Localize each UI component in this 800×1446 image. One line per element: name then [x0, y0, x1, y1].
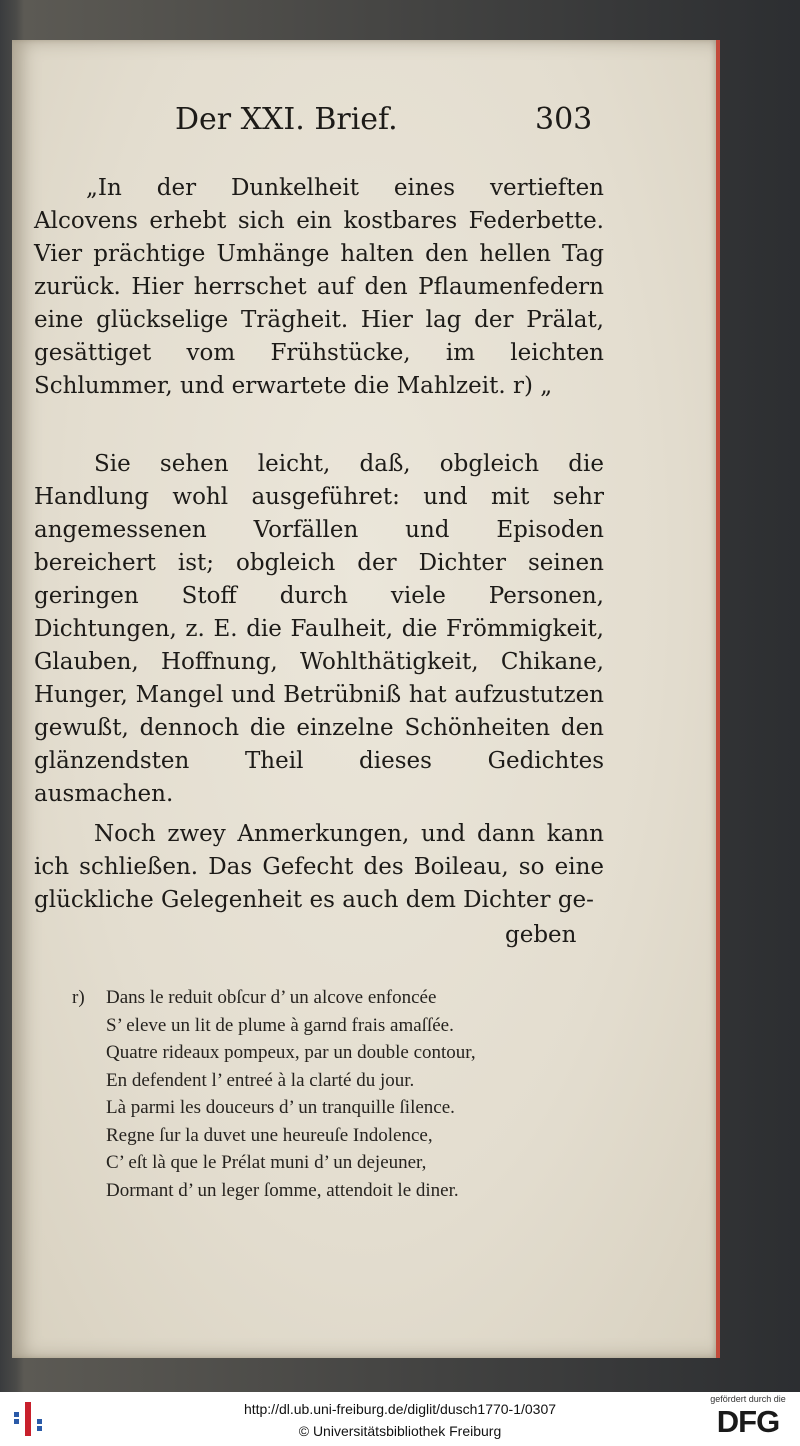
footnote-line — [72, 1012, 632, 1040]
paragraph-quote: „In der Dunkelheit eines vertieften Alcovens erhebt sich ein kostbares Federbette. Vier prächtige Umhänge halten den hellen Tag zurück. Hier herrschet auf den Pflaumenfedern eine glückselige Trägheit. Hier lag der Prälat, gesättiget vom Frühstücke, im leichten Schlummer, und erwartete die Mahlzeit. r) „ — [34, 175, 604, 399]
footnote-text: Là parmi les douceurs d’ un tranquille ſilence. — [106, 1097, 455, 1118]
copyright-notice: © Universitätsbibliothek Freiburg — [298, 1423, 502, 1439]
paragraph-analysis: Sie sehen leicht, daß, obgleich die Handlung wohl ausgeführet: und mit sehr angemessenen Vorfällen und Episoden bereichert ist; obgleich der Dichter seinen geringen Stoff durch viele Personen, Dichtungen, z. E. die Faulheit, die Frömmigkeit, Glauben, Hoffnung, Wohlthätigkeit, Chikane, Hunger, Mangel und Betrübniß hat aufzustutzen gewußt, dennoch die einzelne Schönheiten den glänzendsten Theil dieses Gedichtes ausmachen. — [34, 451, 604, 807]
footnote-line — [72, 1039, 632, 1067]
catchword: geben — [505, 922, 577, 948]
footnote-text: Dans le reduit obſcur d’ un alcove enfoncée — [106, 987, 437, 1008]
footnote-line — [72, 1149, 632, 1177]
paragraph-remarks: Noch zwey Anmerkungen, und dann kann ich schließen. Das Gefecht des Boileau, so eine glückliche Gelegenheit es auch dem Dichter ge- — [34, 821, 604, 913]
sponsor-note: gefördert durch die — [710, 1394, 786, 1404]
dfg-sponsor — [700, 1394, 796, 1444]
permalink-url[interactable]: http://dl.ub.uni-freiburg.de/diglit/dusch1770-1/0307 — [243, 1401, 557, 1417]
header-title: Der XXI. Brief. — [175, 102, 398, 137]
footnote — [72, 984, 632, 1204]
footnote-text: Dormant d’ un leger ſomme, attendoit le diner. — [106, 1179, 459, 1201]
footnote-text: Regne ſur la duvet une heureuſe Indolence, — [106, 1124, 433, 1146]
page-number: 303 — [535, 102, 593, 137]
footer-bar — [0, 1392, 800, 1446]
page-edge-red — [716, 40, 720, 1358]
footnote-text: En defendent l’ entreé à la clarté du jour. — [106, 1069, 415, 1091]
dfg-logo: DFG — [716, 1404, 780, 1439]
footnote-line — [72, 1067, 632, 1095]
footnote-text: S’ eleve un lit de plume à garnd frais amaſſée. — [106, 1014, 454, 1036]
footnote-text: Quatre rideaux pompeux, par un double contour, — [106, 1042, 476, 1063]
footnote-line — [72, 1122, 632, 1150]
footnote-line — [72, 1177, 632, 1205]
footnote-text: C’ eſt là que le Prélat muni d’ un dejeuner, — [106, 1152, 427, 1173]
footnote-mark: r) — [72, 987, 85, 1008]
footnote-line — [72, 984, 632, 1012]
running-header — [175, 102, 595, 152]
footnote-line — [72, 1094, 632, 1122]
